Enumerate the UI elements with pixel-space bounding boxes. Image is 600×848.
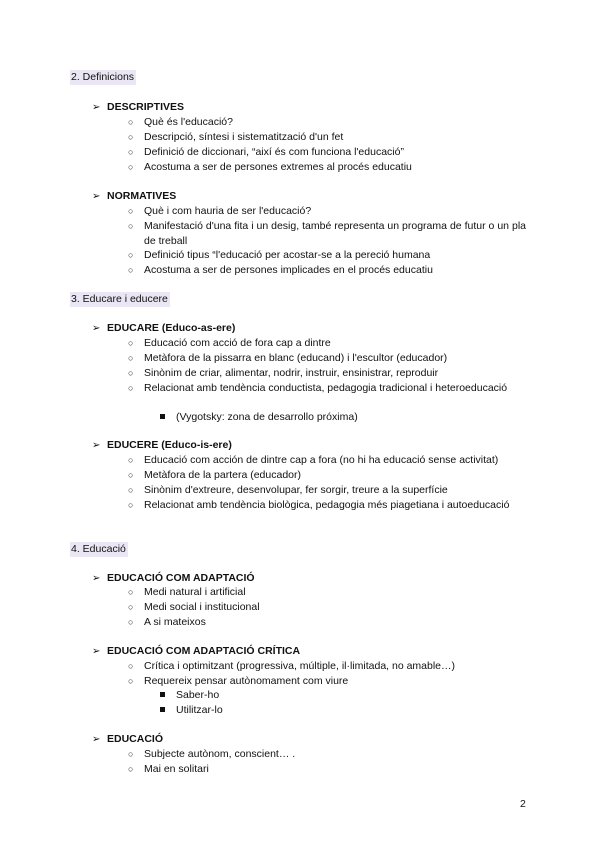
circle-bullet-icon: ○ [128,132,134,142]
circle-bullet-icon: ○ [128,206,134,216]
group-title: ➢ NORMATIVES [92,190,177,202]
arrow-bullet-icon: ➢ [92,646,101,657]
section-heading: 2. Definicions [71,71,135,83]
circle-bullet-icon: ○ [128,617,134,627]
circle-bullet-icon: ○ [128,455,134,465]
arrow-bullet-icon: ➢ [92,573,101,584]
list-item: ○ Medi natural i artificial [128,586,246,598]
arrow-bullet-icon: ➢ [92,102,101,113]
section-heading: 4. Educació [71,543,126,555]
circle-bullet-icon: ○ [128,162,134,172]
arrow-bullet-icon: ➢ [92,734,101,745]
circle-bullet-icon: ○ [128,661,134,671]
group-title: ➢ EDUCARE (Educo-as-ere) [92,322,236,334]
circle-bullet-icon: ○ [128,764,134,774]
group-title: ➢ EDUCERE (Educo-is-ere) [92,439,232,451]
circle-bullet-icon: ○ [128,676,134,686]
section-heading: 3. Educare i educere [71,293,168,305]
sub-list-item: (Vygotsky: zona de desarrollo próxima) [160,410,358,425]
group-title: ➢ EDUCACIÓ [92,733,164,745]
page-number: 2 [520,798,526,810]
arrow-bullet-icon: ➢ [92,440,101,451]
group-title: ➢ EDUCACIÓ COM ADAPTACIÓ CRÍTICA [92,645,301,657]
circle-bullet-icon: ○ [128,602,134,612]
list-item: ○ Sinònim d'extreure, desenvolupar, fer sorgir, treure a la superfície [128,484,448,496]
arrow-bullet-icon: ➢ [92,191,101,202]
circle-bullet-icon: ○ [128,147,134,157]
list-item: ○ Crítica i optimitzant (progressiva, múltiple, il·limitada, no amable…) [128,660,456,672]
circle-bullet-icon: ○ [128,221,134,231]
circle-bullet-icon: ○ [128,500,134,510]
list-item: ○ Relacionat amb tendència biològica, pedagogia més piagetiana i autoeducació [128,499,510,511]
list-item: ○ Acostuma a ser de persones implicades en el procés educatiu [128,264,433,276]
square-bullet-icon [160,707,165,712]
list-item: ○ Educació com acció de fora cap a dintre [128,337,331,349]
list-item: ○ Definició tipus “l'educació per acostar-se a la pereció humana [128,249,431,261]
list-item: ○ A si mateixos [128,616,206,628]
sub-list-item: Utilitzar-lo [160,703,223,718]
group-title: ➢ DESCRIPTIVES [92,101,185,113]
list-item: ○ Mai en solitari [128,763,209,775]
list-item: ○ Acostuma a ser de persones extremes al procés educatiu [128,161,412,173]
list-item: ○ Educació com acción de dintre cap a fora (no hi ha educació sense activitat) [128,454,499,466]
sub-list-item: Saber-ho [160,688,219,703]
circle-bullet-icon: ○ [128,749,134,759]
list-item: ○ Sinònim de criar, alimentar, nodrir, instruir, ensinistrar, reproduir [128,367,439,379]
circle-bullet-icon: ○ [128,470,134,480]
list-item: ○ Manifestació d'una fita i un desig, també representa un programa de futur o un pla de treball [128,220,526,247]
circle-bullet-icon: ○ [128,338,134,348]
circle-bullet-icon: ○ [128,117,134,127]
circle-bullet-icon: ○ [128,368,134,378]
list-item: ○ Definició de diccionari, “així és com funciona l'educació” [128,146,404,158]
circle-bullet-icon: ○ [128,265,134,275]
list-item: ○ Metàfora de la partera (educador) [128,469,302,481]
list-item: ○ Què és l'educació? [128,116,233,128]
group-title: ➢ EDUCACIÓ COM ADAPTACIÓ [92,572,255,584]
circle-bullet-icon: ○ [128,250,134,260]
list-item: ○ Metàfora de la pissarra en blanc (educand) i l'escultor (educador) [128,352,448,364]
circle-bullet-icon: ○ [128,383,134,393]
circle-bullet-icon: ○ [128,353,134,363]
list-item: ○ Relacionat amb tendència conductista, pedagogia tradicional i heteroeducació [128,382,508,394]
arrow-bullet-icon: ➢ [92,323,101,334]
list-item: ○ Descripció, síntesi i sistematització d'un fet [128,131,344,143]
circle-bullet-icon: ○ [128,485,134,495]
list-item: ○ Què i com hauria de ser l'educació? [128,205,312,217]
square-bullet-icon [160,414,165,419]
square-bullet-icon [160,692,165,697]
list-item: ○ Requereix pensar autònomament com viure [128,675,349,687]
list-item: ○ Medi social i institucional [128,601,260,613]
circle-bullet-icon: ○ [128,587,134,597]
list-item: ○ Subjecte autònom, conscient… . [128,748,296,760]
